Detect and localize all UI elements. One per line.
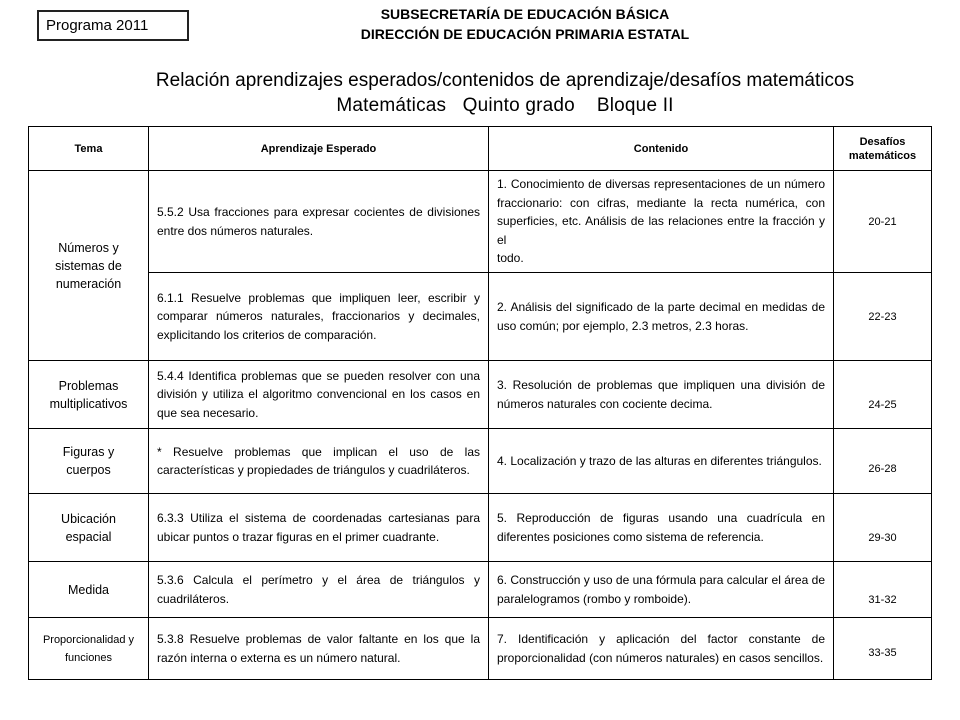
aprendizaje-cell: 5.5.2 Usa fracciones para expresar cocientes de divisiones entre dos números naturales.	[149, 171, 489, 273]
header-line-1: SUBSECRETARÍA DE EDUCACIÓN BÁSICA	[380, 6, 670, 22]
program-badge: Programa 2011	[37, 10, 189, 41]
contenido-cell: 5. Reproducción de figuras usando una cuadrícula en diferentes posiciones como sistema de referencia.	[489, 494, 834, 562]
table-row	[29, 494, 932, 562]
header-desafios: Desafíos matemáticos	[834, 127, 932, 171]
contenido-cell: 4. Localización y trazo de las alturas en diferentes triángulos.	[489, 429, 834, 494]
header-line-2: DIRECCIÓN DE EDUCACIÓN PRIMARIA ESTATAL	[360, 26, 690, 42]
tema-cell: Medida	[29, 562, 149, 618]
desafios-cell: 29-30	[834, 494, 932, 562]
contenido-cell: 6. Construcción y uso de una fórmula para calcular el área de paralelogramos (rombo y romboide).	[489, 562, 834, 618]
header-tema: Tema	[29, 127, 149, 171]
aprendizaje-cell: 5.3.8 Resuelve problemas de valor faltante en los que la razón interna o externa es un número natural.	[149, 618, 489, 680]
aprendizaje-cell: 5.4.4 Identifica problemas que se pueden resolver con una división y utiliza el algoritmo convencional en los casos en que sea necesario.	[149, 361, 489, 429]
table-row	[29, 273, 932, 361]
header-contenido: Contenido	[489, 127, 834, 171]
title-line-1: Relación aprendizajes esperados/contenidos de aprendizaje/desafíos matemáticos	[155, 70, 855, 91]
table-row	[29, 562, 932, 618]
contenido-text: 1. Conocimiento de diversas representaciones de un número fraccionario: con cifras, mediante la recta numérica, con superficies, etc. Análisis de las relaciones entre la fracción y el	[497, 177, 825, 247]
table-row	[29, 618, 932, 680]
institution-header	[260, 4, 790, 44]
contenido-cell: 3. Resolución de problemas que impliquen una división de números naturales con cociente decima.	[489, 361, 834, 429]
table-row	[29, 361, 932, 429]
contenido-cell	[489, 171, 834, 273]
aprendizaje-cell: 6.1.1 Resuelve problemas que impliquen leer, escribir y comparar números naturales, fraccionarios y decimales, explicitando los criterios de comparación.	[149, 273, 489, 361]
table-header-row	[29, 127, 932, 171]
table-row	[29, 429, 932, 494]
aprendizaje-cell: 5.3.6 Calcula el perímetro y el área de triángulos y cuadriláteros.	[149, 562, 489, 618]
desafios-cell: 22-23	[834, 273, 932, 361]
desafios-cell: 31-32	[834, 562, 932, 618]
table-row	[29, 171, 932, 273]
aprendizaje-cell: 6.3.3 Utiliza el sistema de coordenadas cartesianas para ubicar puntos o trazar figuras en el primer cuadrante.	[149, 494, 489, 562]
tema-cell: Números y sistemas de numeración	[29, 171, 149, 361]
tema-cell: Problemas multiplicativos	[29, 361, 149, 429]
contenido-cell: 2. Análisis del significado de la parte decimal en medidas de uso común; por ejemplo, 2.3 metros, 2.3 horas.	[489, 273, 834, 361]
tema-cell: Figuras y cuerpos	[29, 429, 149, 494]
header-aprendizaje: Aprendizaje Esperado	[149, 127, 489, 171]
document-title	[0, 68, 960, 118]
tema-cell: Proporcionalidad y funciones	[29, 618, 149, 680]
tema-cell: Ubicación espacial	[29, 494, 149, 562]
curriculum-table	[28, 126, 932, 680]
desafios-cell: 24-25	[834, 361, 932, 429]
desafios-cell: 26-28	[834, 429, 932, 494]
desafios-cell: 33-35	[834, 618, 932, 680]
contenido-text-extra: todo.	[497, 251, 524, 266]
desafios-cell: 20-21	[834, 171, 932, 273]
title-line-2: Matemáticas Quinto grado Bloque II	[336, 95, 674, 116]
contenido-cell: 7. Identificación y aplicación del factor constante de proporcionalidad (con números naturales) en casos sencillos.	[489, 618, 834, 680]
aprendizaje-cell: * Resuelve problemas que implican el uso de las características y propiedades de triángulos y cuadriláteros.	[149, 429, 489, 494]
